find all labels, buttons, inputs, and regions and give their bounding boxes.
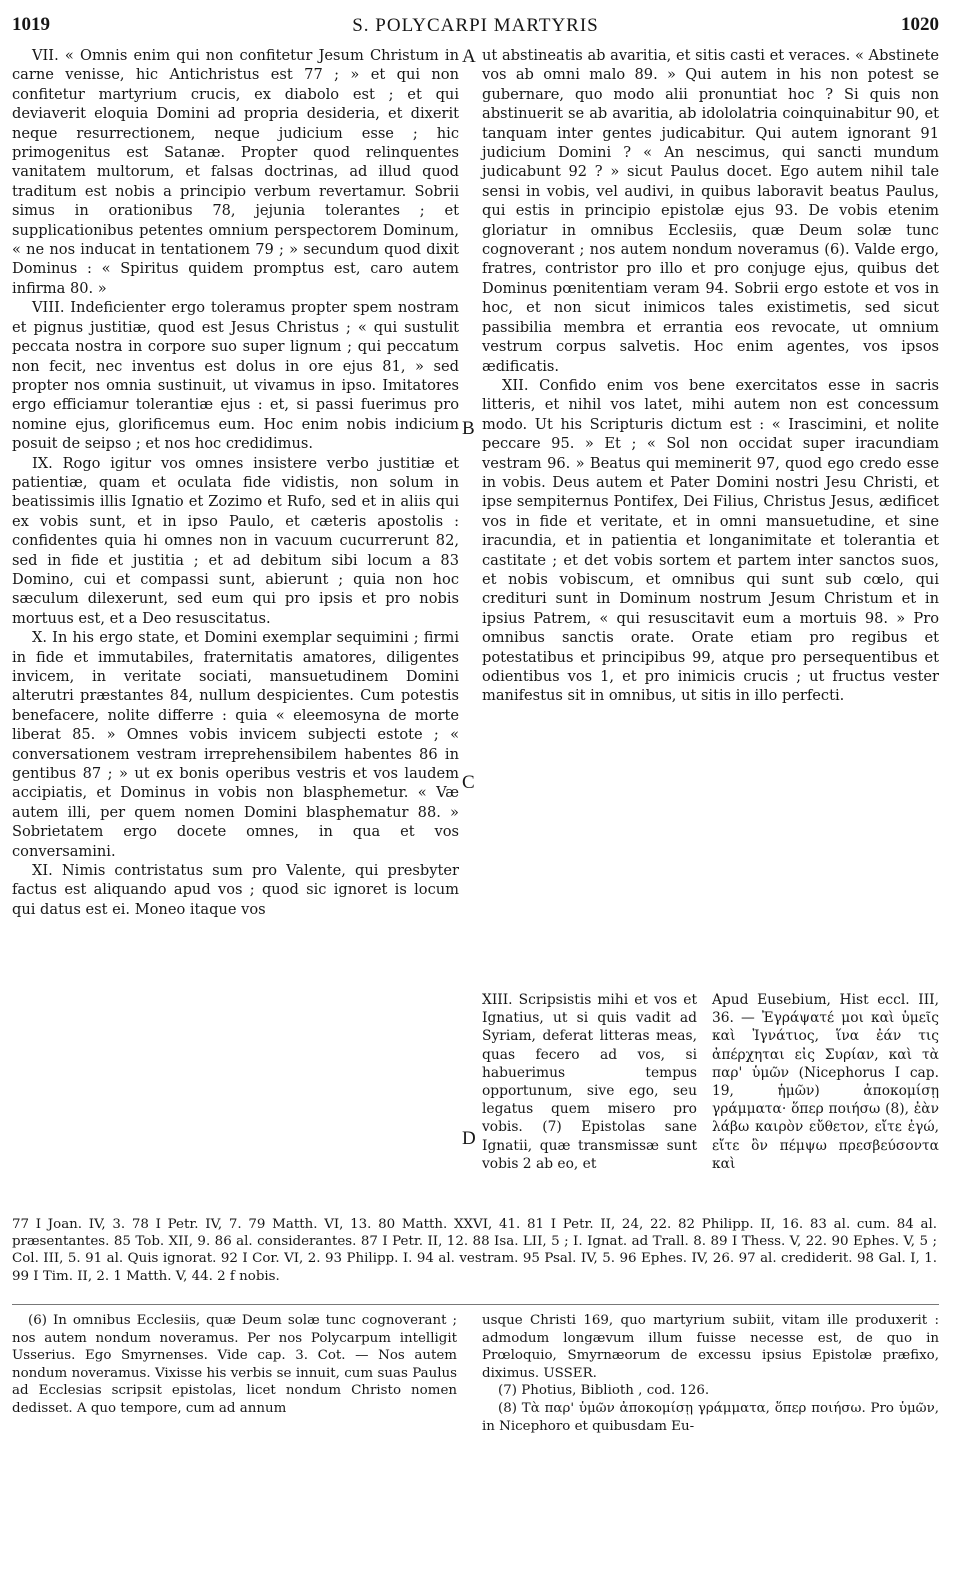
left-column bbox=[12, 46, 459, 919]
right-column bbox=[482, 46, 939, 706]
notes-divider bbox=[12, 1304, 939, 1305]
chapter-ix: IX. Rogo igitur vos omnes insistere verbo justitiæ et patientiæ, quam et oculata fide vidistis, non solum in beatissimis illis Ignatio et Zozimo et Rufo, sed et in aliis qui ex vobis sunt, et in ipso Paulo, et cæteris apostolis : confidentes quia hi omnes non in vacuum cucurrerunt 82, sed in fide et justitia ; et ad debitum sibi locum a 83 Domino, cui et compassi sunt, abierunt ; quia non hoc sæculum dilexerunt, sed eum qui pro ipsis et pro nobis mortuus est, et a Deo resuscitatus. bbox=[12, 454, 459, 627]
chapter-xiii-greek: Apud Eusebium, Hist eccl. III, 36. — Ἐγράψατέ μοι καὶ ὑμεῖς καὶ Ἰγνάτιος, ἵνα ἐάν τις ἀπέρχηται εἰς Συρίαν, καὶ τὰ παρ' ὑμῶν (Nicephorus I cap. 19, ἡμῶν) ἀποκομίσῃ γράμματα· ὅπερ ποιήσω (8), ἐὰν λάβω καιρὸν εὔθετον, εἴτε ἐγώ, εἴτε ὃν πέμψω πρεσβεύσοντα καὶ bbox=[712, 992, 939, 1172]
margin-letter-c: C bbox=[462, 772, 475, 793]
margin-letter-d: D bbox=[462, 1128, 476, 1149]
notes-left bbox=[12, 1312, 457, 1418]
margin-letter-a: A bbox=[462, 46, 476, 67]
chapter-xiii-latin: XIII. Scripsistis mihi et vos et Ignatius, ut si quis vadit ad Syriam, deferat litteras meas, quas fecero ad vos, si habuerimus tempus opportunum, sive ego, seu legatus quem misero pro vobis. (7) Epistolas sane Ignatii, quæ transmissæ sunt vobis 2 ab eo, et bbox=[482, 992, 697, 1172]
margin-letter-b: B bbox=[462, 418, 475, 439]
note-8: (8) Τὰ παρ' ὑμῶν ἀποκομίσῃ γράμματα, ὅπερ ποιήσω. Pro ὑμῶν, in Nicephoro et quibusdam Eu- bbox=[482, 1400, 939, 1434]
chapter-viii: VIII. Indeficienter ergo toleramus propter spem nostram et pignus justitiæ, quod est Jesus Christus ; « qui sustulit peccata nostra in corpore suo super lignum ; qui peccatum non fecit, nec inventus est dolus in ore ejus 81, » sed propter nos omnia sustinuit, ut vivamus in ipso. Imitatores ergo efficiamur tolerantiæ ejus : et, si passi fuerimus pro nomine ejus, glorificemus eum. Hoc enim nobis indicium posuit de seipso ; et nos hoc credidimus. bbox=[12, 299, 459, 453]
chapter-xiii-block bbox=[482, 991, 939, 1203]
notes-right bbox=[482, 1312, 939, 1435]
note-6: (6) In omnibus Ecclesiis, quæ Deum solæ tunc cognoverant ; nos autem nondum noveramus. Per nos Polycarpum intelligit Usserius. Ego Smyrnenses. Vide cap. 3. Cot. — Nos autem nondum noveramus. Vixisse his verbis se innuit, cum suas Paulus ad Ecclesias scripsit epistolas, licet nondum Christo nomen dedisset. A quo tempore, cum ad annum bbox=[12, 1313, 457, 1416]
note-7: (7) Photius, Biblioth , cod. 126. bbox=[498, 1383, 710, 1399]
chapter-xi-continued: ut abstineatis ab avaritia, et sitis casti et veraces. « Abstinete vos ab omni malo 89. » Qui autem in his non potest se gubernare, quo modo alii pronuntiat hoc ? Si quis non abstinuerit se ab avaritia, ab idololatria coinquinabitur 90, et tanquam inter gentes judicabitur. Qui autem ignorant 91 judicium Domini ? « An nescimus, qui sancti mundum judicabunt 92 ? » sicut Paulus docet. Ego autem nihil tale sensi in vobis, vel audivi, in quibus laboravit beatus Paulus, qui estis in principio epistolæ ejus 93. De vobis etenim gloriatur in omnibus Ecclesiis, quæ Deum solæ tunc cognoverant ; nos autem nondum noveramus (6). Valde ergo, fratres, contristor pro illo et pro conjuge ejus, quibus det Dominus pœnitentiam veram 94. Sobrii ergo estote et vos in hoc, et non sicut inimicos tales existimetis, sed sicut passibilia membra et errantia eos revocate, ut omnium vestrum corpus salvetis. Hoc enim agentes, vos ipsos ædificatis. bbox=[482, 47, 939, 375]
page-number-left: 1019 bbox=[12, 14, 50, 35]
note-6-continued: usque Christi 169, quo martyrium subiit, vitam ille produxerit : admodum longævum illum fuisse necesse est, de quo in Prœloquio, Smyrnæorum de excessu ipsius Epistolæ præfixo, diximus. USSER. bbox=[482, 1313, 939, 1381]
running-title: S. POLYCARPI MARTYRIS bbox=[352, 15, 599, 36]
chapter-xii: XII. Confido enim vos bene exercitatos esse in sacris litteris, et nihil vos latet, mihi autem non est concessum modo. Ut his Scripturis dictum est : « Irascimini, et nolite peccare 95. » Et ; « Sol non occidat super iracundiam vestram 96. » Beatus qui meminerit 97, quod ego credo esse in vobis. Deus autem et Pater Domini nostri Jesu Christi, et ipse sempiternus Pontifex, Dei Filius, Christus Jesus, ædificet vos in fide et veritate, et in omni mansuetudine, et sine iracundia, et in patientia et longanimitate et tolerantia et castitate ; et det vobis sortem et partem inter sanctos suos, et nobis vobiscum, et omnibus qui sunt sub cœlo, qui credituri sunt in Dominum nostrum Jesum Christum et in ipsius Patrem, « qui resuscitavit eum a mortuis 98. » Pro omnibus sanctis orate. Orate etiam pro regibus et potestatibus et principibus 99, atque pro persequentibus et odientibus vos 1, et pro inimicis crucis ; ut fructus vester manifestus sit in omnibus, ut sitis in illo perfecti. bbox=[482, 376, 939, 705]
page-number-right: 1020 bbox=[901, 14, 939, 35]
chapter-vii: VII. « Omnis enim qui non confitetur Jesum Christum in carne venisse, hic Antichristus est 77 ; » et qui non confitetur martyrium crucis, ex diabolo est ; et qui deviaverit eloquia Domini ad propria desideria, et dixerit neque resurrectionem, neque judicium esse ; hic primogenitus est Satanæ. Propter quod relinquentes vanitatem multorum, et falsas doctrinas, ad illud quod traditum est nobis a principio verbum revertamur. Sobrii simus in orationibus 78, jejunia tolerantes ; et supplicationibus petentes omnium perspectorem Dominum, « ne nos inducat in tentationem 79 ; » secundum quod dixit Dominus : « Spiritus quidem promptus est, caro autem infirma 80. » bbox=[12, 47, 459, 297]
page-header bbox=[12, 14, 939, 40]
chapter-x: X. In his ergo state, et Domini exemplar sequimini ; firmi in fide et immutabiles, fraternitatis amatores, diligentes invicem, in veritate sociati, mansuetudinem Domini alterutri præstantes 84, nullum despicientes. Cum potestis benefacere, nolite differre : quia « eleemosyna de morte liberat 85. » Omnes vobis invicem subjecti estote ; « conversationem vestram irreprehensibilem habentes 86 in gentibus 87 ; » ut ex bonis operibus vestris et vos laudem accipiatis, et Dominus in vobis non blasphemetur. « Væ autem illi, per quem nomen Domini blasphematur 88. » Sobrietatem ergo docete omnes, in qua et vos conversamini. bbox=[12, 629, 459, 860]
footnotes: 77 I Joan. IV, 3. 78 I Petr. IV, 7. 79 Matth. VI, 13. 80 Matth. XXVI, 41. 81 I Petr. II, 24, 22. 82 Philipp. II, 16. 83 al. cum. 84 al. præsentantes. 85 Tob. XII, 9. 86 al. considerantes. 87 I Petr. II, 12. 88 Isa. LII, 5 ; I. Ignat. ad Trall. 8. 89 I Thess. V, 22. 90 Ephes. V, 5 ; Col. III, 5. 91 al. Quis ignorat. 92 I Cor. VI, 2. 93 Philipp. I. 94 al. vestram. 95 Psal. IV, 5. 96 Ephes. IV, 26. 97 al. crediderit. 98 Gal. I, 1. 99 I Tim. II, 2. 1 Matth. V, 44. 2 f nobis. bbox=[12, 1217, 937, 1284]
chapter-xi: XI. Nimis contristatus sum pro Valente, qui presbyter factus est aliquando apud vos ; quod sic ignoret is locum qui datus est ei. Moneo itaque vos bbox=[12, 862, 459, 918]
